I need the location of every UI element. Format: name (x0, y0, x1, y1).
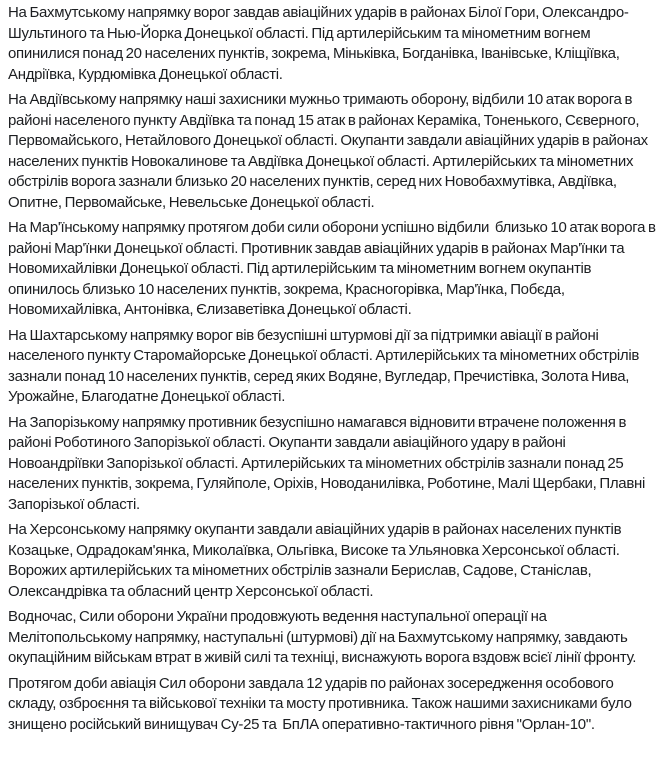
paragraph-marinka-direction: На Мар'їнському напрямку протягом доби сили оборони успішно відбили близько 10 атак ворога в районі Мар'їнки Донецької області. Противник завдав авіаційних ударів в районах Мар'їнки та Новомихайлівки Донецької області. Під артилерійським та мінометним вогнем окупантів опинилось близько 10 населених пунктів, зокрема, Красногорівка, Мар'їнка, Побєда, Новомихайлівка, Антонівка, Єлизаветівка Донецької області. (8, 219, 659, 318)
paragraph-zaporizhzhia-direction: На Запорізькому напрямку противник безуспішно намагався відновити втрачене положення в районі Роботиного Запорізької області. Окупанти завдали авіаційного удару в районі Новоандріївки Запорізької області. Артилерійських та мінометних обстрілів зазнали понад 25 населених пунктів, зокрема, Гуляйполе, Оріхів, Новоданилівка, Роботине, Малі Щербаки, Плавні Запорізької області. (8, 413, 648, 513)
paragraph-shakhtarsk-direction: На Шахтарському напрямку ворог вів безуспішні штурмові дії за підтримки авіації в районі населеного пункту Старомайорське Донецької області. Артилерійських та мінометних обстрілів зазнали понад 10 населених пунктів, серед яких Водяне, Вугледар, Пречистівка, Золота Нива, Урожайне, Благодатне Донецької області. (8, 326, 642, 405)
paragraph-bakhmut-direction: На Бахмутському напрямку ворог завдав авіаційних ударів в районах Білої Гори, Олександро-Шультиного та Нью-Йорка Донецької області. Під артилерійським та мінометним вогнем опинилися понад 20 населених пунктів, зокрема, Міньківка, Богданівка, Іванівське, Кліщіївка, Андріївка, Курдюмівка Донецької області. (8, 4, 629, 83)
paragraph-kherson-direction: На Херсонському напрямку окупанти завдали авіаційних ударів в районах населених пунктів Козацьке, Одрадокам'янка, Миколаївка, Ольгівка, Високе та Ульяновка Херсонської області. Ворожих артилерійських та мінометних обстрілів зазнали Берислав, Садове, Станіслав, Олександрівка та обласний центр Херсонської області. (8, 521, 625, 600)
paragraph-aviation-strikes: Протягом доби авіація Сил оборони завдала 12 ударів по районах зосередження особового складу, озброєння та військової техніки та мосту противника. Також нашими захисниками було знищено російський винищувач Су-25 та БпЛА оперативно-тактичного рівня "Орлан-10". (8, 674, 635, 733)
paragraph-avdiivka-direction: На Авдіївському напрямку наші захисники мужньо тримають оборону, відбили 10 атак ворога в районі населеного пункту Авдіївка та понад 15 атак в районах Кераміка, Тоненького, Сєверного, Первомайського, Нетайлового Донецької області. Окупанти завдали авіаційних ударів в районах населених пунктів Новокалинове та Авдіївка Донецької області. Артилерійських та мінометних обстрілів ворога зазнали близько 20 населених пунктів, серед них Новобахмутівка, Авдіївка, Опитне, Первомайське, Невельське Донецької області. (8, 91, 651, 211)
paragraph-offensive-operations: Водночас, Сили оборони України продовжують ведення наступальної операції на Мелітопольському напрямку, наступальні (штурмові) дії на Бахмутському напрямку, завдають окупаційним військам втрат в живій силі та техніці, виснажують ворога вздовж всієї лінії фронту. (8, 608, 637, 666)
